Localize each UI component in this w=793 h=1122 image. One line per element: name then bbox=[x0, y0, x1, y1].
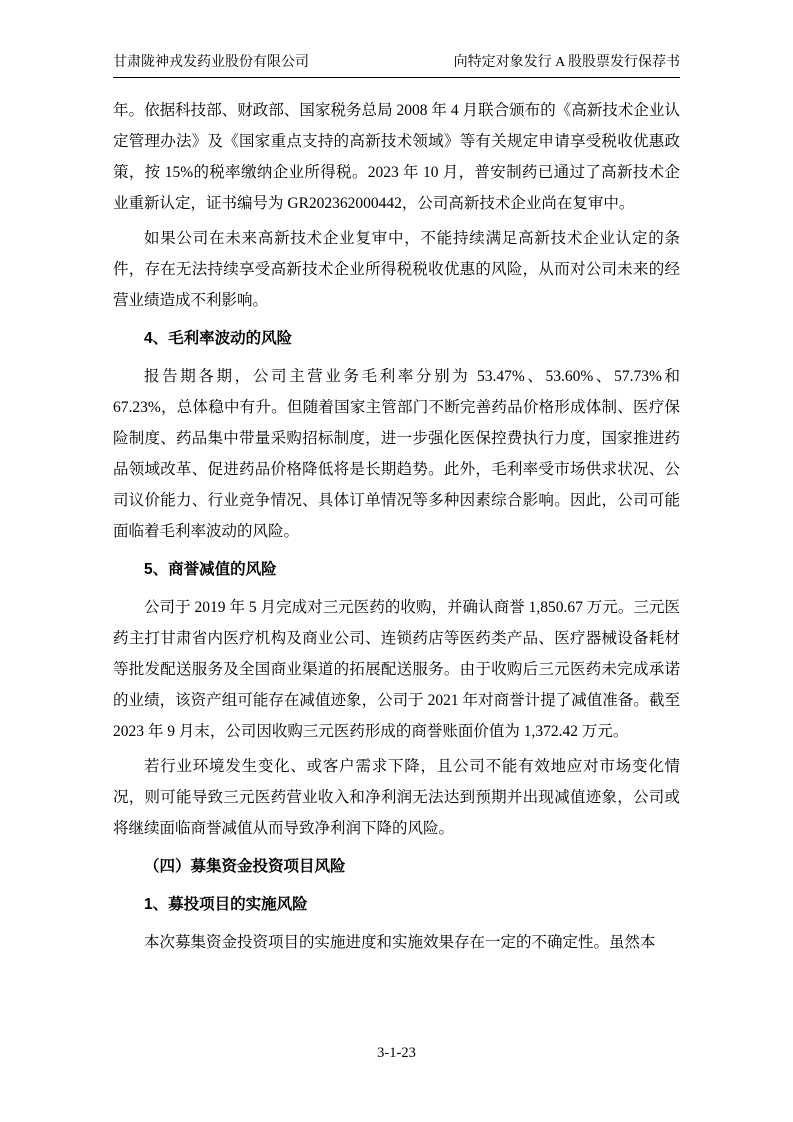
paragraph-gross-margin-detail: 报告期各期，公司主营业务毛利率分别为 53.47%、53.60%、57.73%和 67.23%，总体稳中有升。但随着国家主管部门不断完善药品价格形成体制、医疗保险制度、药品集中带量采购招标制度，进一步强化医保控费执行力度，国家推进药品领域改革、促进药品价格降低将是长期趋势。此外，毛利率受市场供求状况、公司议价能力、行业竞争情况、具体订单情况等多种因素综合影响。因此，公司可能面临着毛利率波动的风险。 bbox=[113, 368, 680, 540]
page-number: 3-1-23 bbox=[377, 1045, 416, 1061]
heading-gross-margin-risk: 4、毛利率波动的风险 bbox=[144, 330, 293, 347]
heading-goodwill-impairment-risk: 5、商誉减值的风险 bbox=[144, 561, 277, 578]
page-footer bbox=[0, 1045, 793, 1062]
header-company-name: 甘肃陇神戎发药业股份有限公司 bbox=[113, 55, 309, 70]
document-body bbox=[113, 95, 680, 958]
paragraph-goodwill-future-risk: 若行业环境发生变化、或客户需求下降，且公司不能有效地应对市场变化情况，则可能导致三元医药营业收入和净利润无法达到预期并出现减值迹象，公司或将继续面临商誉减值从而导致净利润下降的风险。 bbox=[113, 758, 680, 837]
header-document-title: 向特定对象发行 A 股股票发行保荐书 bbox=[453, 55, 680, 70]
page-header bbox=[113, 53, 680, 78]
heading-project-implementation-risk: 1、募投项目的实施风险 bbox=[144, 896, 308, 913]
paragraph-goodwill-detail: 公司于 2019 年 5 月完成对三元医药的收购，并确认商誉 1,850.67 万元。三元医药主打甘肃省内医疗机构及商业公司、连锁药店等医药类产品、医疗器械设备耗材等批发配送服务及全国商业渠道的拓展配送服务。由于收购后三元医药未完成承诺的业绩，该资产组可能存在减值迹象，公司于 2021 年对商誉计提了减值准备。截至 2023 年 9 月末，公司因收购三元医药形成的商誉账面价值为 1,372.42 万元。 bbox=[113, 599, 680, 740]
paragraph-tax-incentive-continuation: 年。依据科技部、财政部、国家税务总局 2008 年 4 月联合颁布的《高新技术企业认定管理办法》及《国家重点支持的高新技术领域》等有关规定申请享受税收优惠政策，按 15%的税率缴纳企业所得税。2023 年 10 月，普安制药已通过了高新技术企业重新认定，证书编号为 GR202362000442，公司高新技术企业尚在复审中。 bbox=[113, 102, 680, 212]
heading-fundraising-project-risk: （四）募集资金投资项目风险 bbox=[144, 858, 346, 875]
paragraph-project-uncertainty: 本次募集资金投资项目的实施进度和实施效果存在一定的不确定性。虽然本 bbox=[144, 934, 656, 951]
paragraph-tax-risk: 如果公司在未来高新技术企业复审中，不能持续满足高新技术企业认定的条件，存在无法持续享受高新技术企业所得税税收优惠的风险，从而对公司未来的经营业绩造成不利影响。 bbox=[113, 230, 680, 309]
